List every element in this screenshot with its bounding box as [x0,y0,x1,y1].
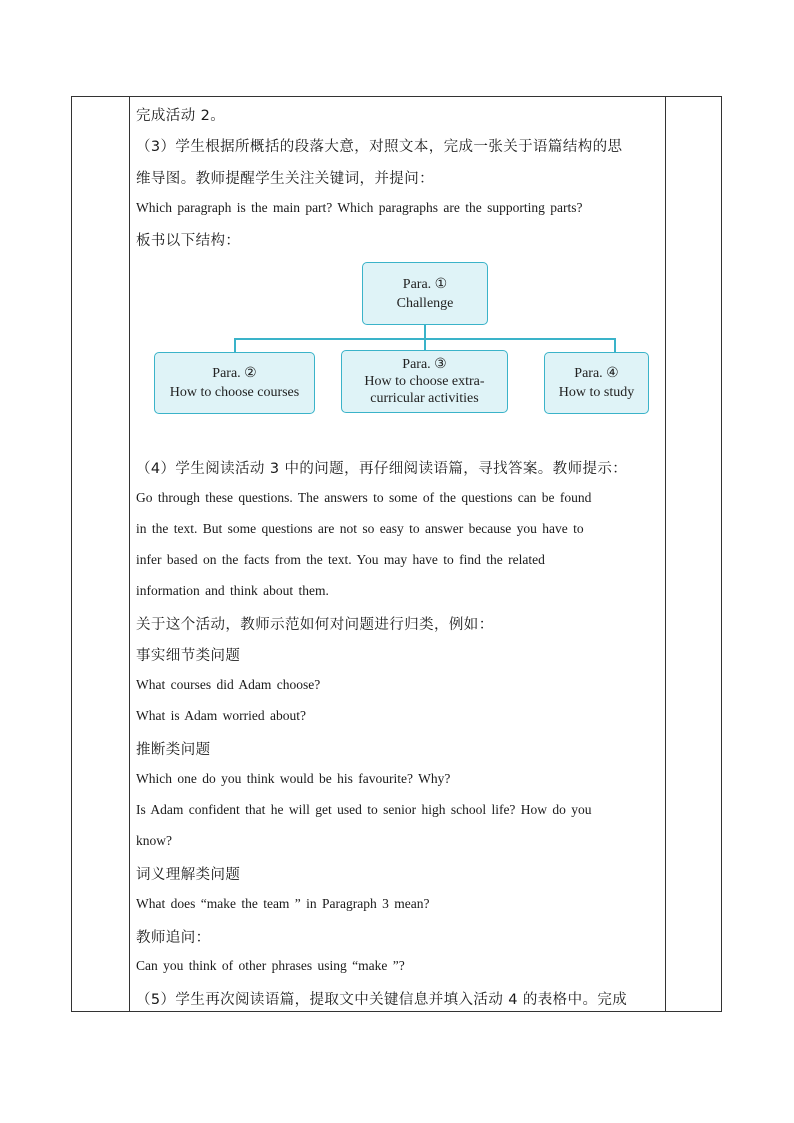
text-line: 关于这个活动，教师示范如何对问题进行归类，例如： [136,617,494,633]
example-question: What courses did Adam choose? [136,677,321,692]
connector [614,338,616,352]
step-3-text: （3）学生根据所概括的段落大意，对照文本，完成一张关于语篇结构的思 [136,139,623,155]
column-divider-right [665,97,666,1011]
follow-up-question: Can you think of other phrases using “make ”? [136,958,405,973]
example-question: know? [136,833,172,848]
text-line: 维导图。教师提醒学生关注关键词，并提问： [136,171,434,187]
text-line: 教师追问： [136,930,211,946]
example-question: What is Adam worried about? [136,708,306,723]
category-heading: 事实细节类问题 [136,648,241,664]
connector [234,338,236,352]
lesson-table [71,96,722,1012]
teacher-tip: infer based on the facts from the text. You may have to find the related [136,552,545,567]
board-note: 板书以下结构： [136,233,241,249]
mindmap-node-para3: Para. ③ How to choose extra- curricular activities [341,350,508,413]
mindmap-root-node: Para. ① Challenge [362,262,488,325]
category-heading: 推断类问题 [136,742,211,758]
column-divider-left [129,97,130,1011]
category-heading: 词义理解类问题 [136,867,241,883]
example-question: What does “make the team ” in Paragraph 3 mean? [136,896,430,911]
text-line: 完成活动 2。 [136,108,226,124]
example-question: Is Adam confident that he will get used to senior high school life? How do you [136,802,592,817]
example-question: Which one do you think would be his favourite? Why? [136,771,451,786]
teacher-tip: Go through these questions. The answers to some of the questions can be found [136,490,592,505]
mindmap-node-para2: Para. ② How to choose courses [154,352,315,414]
teacher-tip: in the text. But some questions are not so easy to answer because you have to [136,521,584,536]
mindmap-node-para4: Para. ④ How to study [544,352,649,414]
teacher-tip: information and think about them. [136,583,329,598]
step-5-text: （5）学生再次阅读语篇，提取文中关键信息并填入活动 4 的表格中。完成 [136,992,628,1008]
connector [424,325,426,339]
teacher-question: Which paragraph is the main part? Which paragraphs are the supporting parts? [136,200,583,215]
structure-mind-map [154,259,654,419]
step-4-text: （4）学生阅读活动 3 中的问题，再仔细阅读语篇，寻找答案。教师提示： [136,461,628,477]
